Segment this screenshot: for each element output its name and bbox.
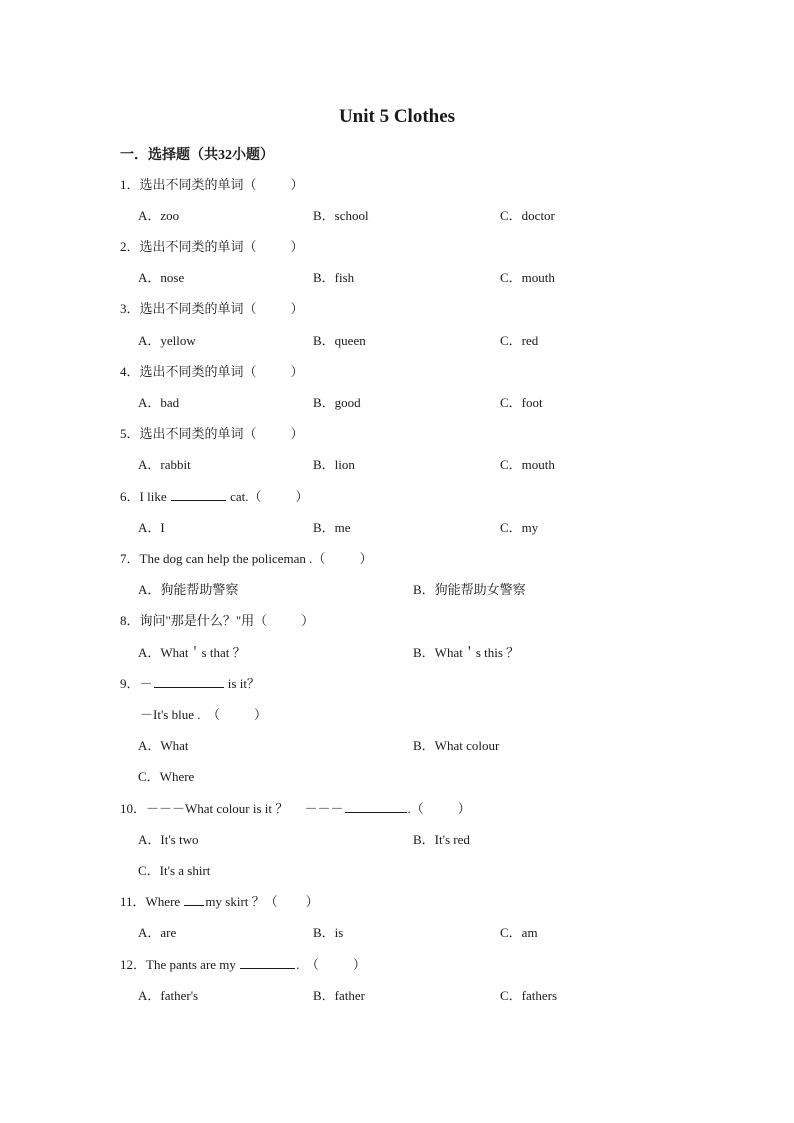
option-4a[interactable]: A．bad [138,395,180,410]
option-4c[interactable]: C．foot [500,395,543,410]
option-7a[interactable]: A．狗能帮助警察 [138,582,239,597]
option-1c[interactable]: C．doctor [500,208,555,223]
question-3: 3．选出不同类的单词（ ） [120,301,304,316]
option-12c[interactable]: C．fathers [500,988,558,1003]
question-9: 9．－ is it？ [120,676,260,691]
question-6: 6．I like cat.（ ） [120,489,309,504]
option-2a[interactable]: A．nose [138,270,185,285]
question-11: 11．Where my skirt ？（ ） [120,894,319,909]
question-10: 10．－－－What colour is it ？ －－－ .（ ） [120,801,471,816]
option-5a[interactable]: A．rabbit [138,457,191,472]
answer-blank[interactable] [171,488,226,501]
option-1a[interactable]: A．zoo [138,208,180,223]
option-11a[interactable]: A．are [138,925,177,940]
question-5: 5．选出不同类的单词（ ） [120,426,304,441]
option-3b[interactable]: B．queen [313,333,366,348]
question-4: 4．选出不同类的单词（ ） [120,364,304,379]
option-10a[interactable]: A．It's two [138,832,199,847]
option-7b[interactable]: B．狗能帮助女警察 [413,582,526,597]
option-11b[interactable]: B．is [313,925,344,940]
section-heading: 一．选择题（共32小题） [120,148,274,163]
answer-blank[interactable] [240,956,295,969]
answer-blank[interactable] [345,800,407,813]
option-5b[interactable]: B．lion [313,457,355,472]
option-2c[interactable]: C．mouth [500,270,555,285]
answer-blank[interactable] [154,675,224,688]
option-5c[interactable]: C．mouth [500,457,555,472]
option-4b[interactable]: B．good [313,395,361,410]
question-2: 2．选出不同类的单词（ ） [120,239,304,254]
page-title: Unit 5 Clothes [338,106,456,127]
question-1: 1．选出不同类的单词（ ） [120,177,304,192]
option-9b[interactable]: B．What colour [413,738,500,753]
question-12: 12．The pants are my . （ ） [120,957,366,972]
option-6a[interactable]: A．I [138,520,165,535]
question-7: 7．The dog can help the policeman .（ ） [120,551,373,566]
option-8b[interactable]: B．What＇s this ？ [413,645,520,660]
option-1b[interactable]: B．school [313,208,369,223]
option-2b[interactable]: B．fish [313,270,355,285]
question-8: 8．询问"那是什么？"用（ ） [120,613,315,628]
option-9a[interactable]: A．What [138,738,189,753]
option-6b[interactable]: B．me [313,520,351,535]
option-11c[interactable]: C．am [500,925,538,940]
option-3c[interactable]: C．red [500,333,539,348]
option-6c[interactable]: C．my [500,520,539,535]
question-9-reply: －It's blue . （ ） [140,707,267,722]
option-12a[interactable]: A．father's [138,988,199,1003]
option-9c[interactable]: C．Where [138,769,195,784]
option-8a[interactable]: A．What＇s that ？ [138,645,246,660]
answer-blank[interactable] [184,893,204,906]
option-3a[interactable]: A．yellow [138,333,196,348]
option-10c[interactable]: C．It's a shirt [138,863,211,878]
option-10b[interactable]: B．It's red [413,832,470,847]
option-12b[interactable]: B．father [313,988,365,1003]
